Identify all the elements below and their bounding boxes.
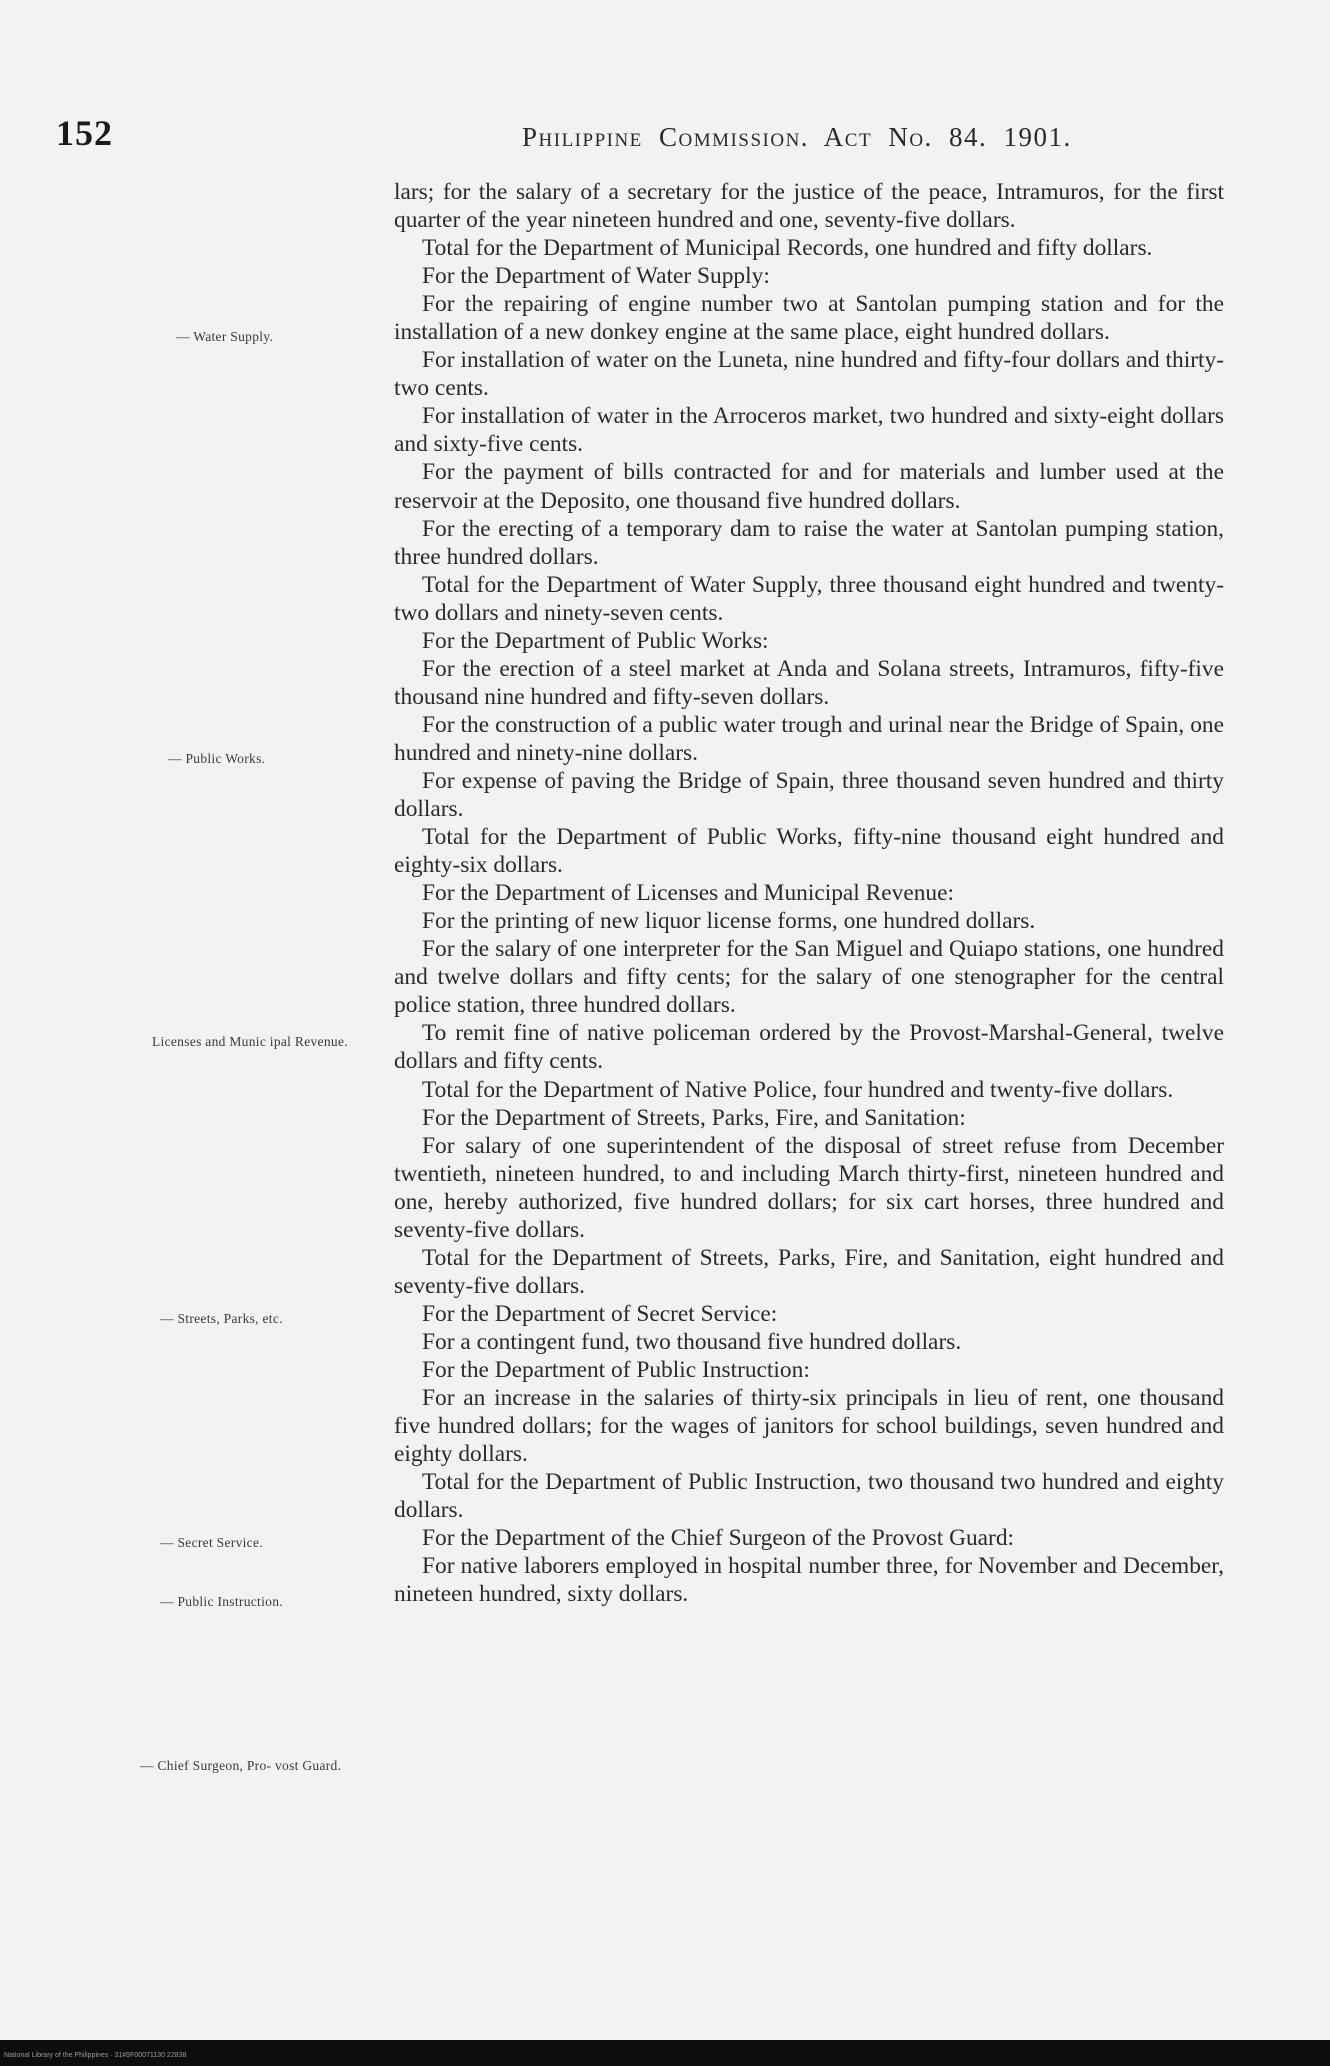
section-heading: For the Department of Streets, Parks, Fire, and Sanitation:	[422, 1104, 966, 1131]
page-number: 152	[56, 113, 113, 153]
paragraph: For an increase in the salaries of thirty-six principals in lieu of rent, one thousand five hundred dollars; for the wages of janitors for school buildings, seven hundred and eighty dollars.	[394, 1385, 1224, 1468]
margin-notes	[0, 0, 380, 2040]
section-heading: For the Department of Public Instruction:	[422, 1356, 810, 1383]
section-heading: For the Department of Water Supply:	[422, 263, 770, 290]
section-heading: For the Department of Secret Service:	[422, 1300, 778, 1327]
paragraph: To remit fine of native policeman ordered by the Provost-Marshal-General, twelve dollars and fifty cents.	[394, 1020, 1224, 1075]
paragraph: For salary of one superintendent of the disposal of street refuse from December twentieth, nineteen hundred, to and including March thirty-first, nineteen hundred and one, hereby authorized, five hundred dollars; for six cart horses, three hundred and seventy-five dollars.	[394, 1132, 1224, 1243]
margin-note-streets: — Streets, Parks, etc.	[160, 1311, 283, 1326]
paragraph: For expense of paving the Bridge of Spain, three thousand seven hundred and thirty dollars.	[394, 767, 1224, 823]
paragraph: Total for the Department of Public Works, fifty-nine thousand eight hundred and eighty-six dollars.	[394, 824, 1224, 879]
margin-note-public-works: — Public Works.	[168, 751, 266, 766]
section-heading: For the Department of Licenses and Municipal Revenue:	[422, 880, 954, 907]
paragraph: For the repairing of engine number two at Santolan pumping station and for the installation of a new donkey engine at the same place, eight hundred dollars.	[394, 291, 1224, 346]
paragraph: For the payment of bills contracted for and for materials and lumber used at the reservoir at the Deposito, one thousand five hundred dollars.	[394, 459, 1224, 514]
margin-note-secret-service: — Secret Service.	[160, 1535, 263, 1550]
paragraph: For native laborers employed in hospital number three, for November and December, nineteen hundred, sixty dollars.	[394, 1553, 1224, 1608]
paragraph: Total for the Department of Public Instruction, two thousand two hundred and eighty dollars.	[394, 1469, 1224, 1524]
scan-credit: National Library of the Philippines · 31#9F00071130 22838	[4, 2052, 187, 2059]
paragraph: Total for the Department of Native Police, four hundred and twenty-five dollars.	[422, 1076, 1174, 1103]
margin-note-licenses: Licenses and Munic ipal Revenue.	[152, 1034, 348, 1049]
margin-note-public-instruction: — Public Instruction.	[160, 1594, 283, 1609]
paragraph: For the construction of a public water trough and urinal near the Bridge of Spain, one hundred and ninety-nine dollars.	[394, 711, 1224, 766]
running-head: Philippine Commission. Act No. 84. 1901.	[522, 122, 1072, 152]
body-text	[394, 178, 1224, 1608]
section-heading: For the Department of the Chief Surgeon of the Provost Guard:	[422, 1525, 1015, 1552]
scan-footer-strip	[0, 2041, 1330, 2066]
paragraph: For the salary of one interpreter for the San Miguel and Quiapo stations, one hundred and twelve dollars and fifty cents; for the salary of one stenographer for the central police station, three hundred dollars.	[394, 936, 1224, 1019]
paragraph: For installation of water in the Arroceros market, two hundred and sixty-eight dollars and sixty-five cents.	[394, 403, 1224, 458]
paragraph: For the erecting of a temporary dam to raise the water at Santolan pumping station, three hundred dollars.	[394, 515, 1224, 570]
section-heading: For the Department of Public Works:	[422, 627, 769, 654]
paragraph: For the printing of new liquor license forms, one hundred dollars.	[422, 908, 1036, 935]
paragraph: Total for the Department of Streets, Parks, Fire, and Sanitation, eight hundred and seventy-five dollars.	[394, 1244, 1224, 1299]
margin-note-chief-surgeon: — Chief Surgeon, Pro- vost Guard.	[140, 1758, 342, 1773]
paragraph: Total for the Department of Water Supply, three thousand eight hundred and twenty-two dollars and ninety-seven cents.	[394, 571, 1224, 626]
paragraph: Total for the Department of Municipal Records, one hundred and fifty dollars.	[422, 235, 1153, 262]
paragraph: For a contingent fund, two thousand five hundred dollars.	[422, 1328, 962, 1355]
paragraph: For the erection of a steel market at Anda and Solana streets, Intramuros, fifty-five thousand nine hundred and fifty-seven dollars.	[394, 655, 1224, 710]
paragraph: lars; for the salary of a secretary for the justice of the peace, Intramuros, for the first quarter of the year nineteen hundred and one, seventy-five dollars.	[394, 179, 1224, 234]
paragraph: For installation of water on the Luneta, nine hundred and fifty-four dollars and thirty-two cents.	[394, 347, 1224, 402]
margin-note-water-supply: — Water Supply.	[176, 329, 274, 344]
